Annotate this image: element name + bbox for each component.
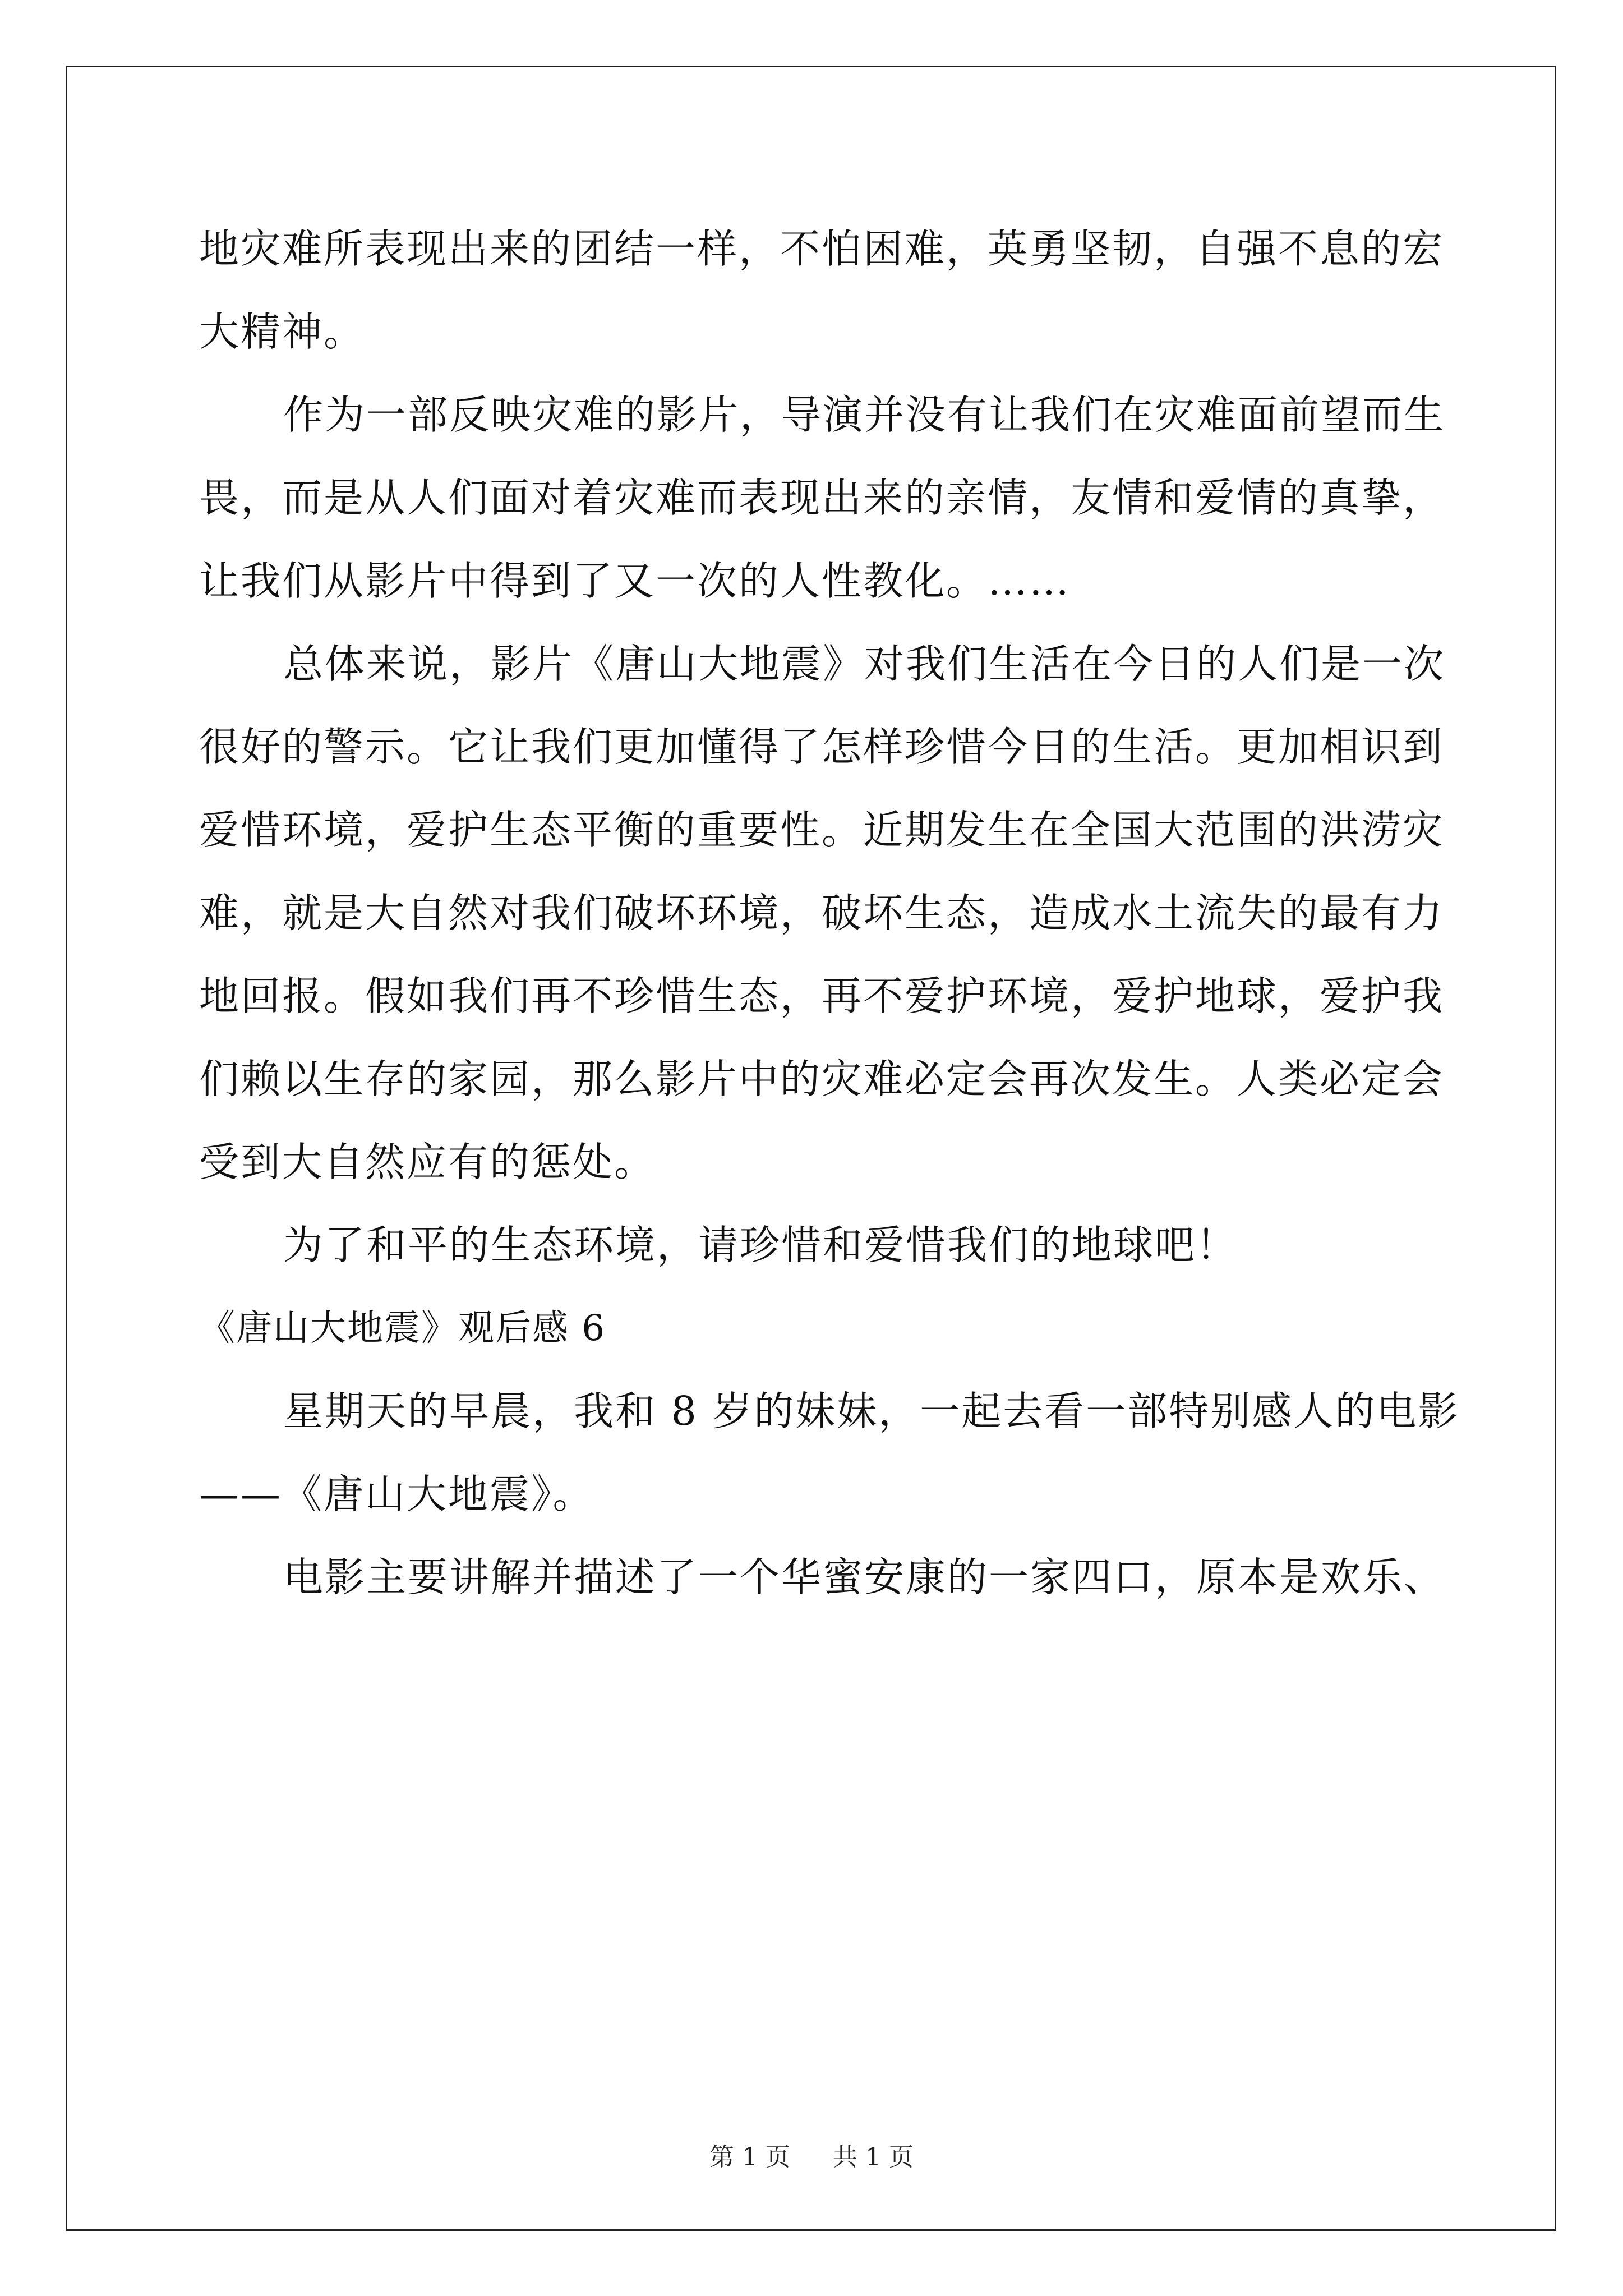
text-line: 爱惜环境，爱护生态平衡的重要性。近期发生在全国大范围的洪涝灾 xyxy=(199,807,1445,853)
text-line: 让我们从影片中得到了又一次的人性教化。…… xyxy=(199,558,1071,604)
paragraph-start: 电影主要讲解并描述了一个华蜜安康的一家四口，原本是欢乐、 xyxy=(283,1554,1446,1600)
document-body xyxy=(199,208,1460,1619)
text-line: 地灾难所表现出来的团结一样，不怕困难，英勇坚韧，自强不息的宏 xyxy=(199,226,1445,272)
paragraph-start: 作为一部反映灾难的影片，导演并没有让我们在灾难面前望而生 xyxy=(283,392,1446,438)
section-title: 《唐山大地震》观后感 6 xyxy=(199,1308,606,1349)
paragraph-start: 总体来说，影片《唐山大地震》对我们生活在今日的人们是一次 xyxy=(283,641,1446,687)
paragraph-start: 为了和平的生态环境，请珍惜和爱惜我们的地球吧！ xyxy=(283,1222,1238,1268)
text-line: ——《唐山大地震》。 xyxy=(199,1471,594,1517)
text-line: 很好的警示。它让我们更加懂得了怎样珍惜今日的生活。更加相识到 xyxy=(199,724,1445,770)
text-line: 畏，而是从人们面对着灾难而表现出来的亲情，友情和爱情的真挚， xyxy=(199,475,1445,521)
page-number: 第 1 页 xyxy=(709,2143,790,2171)
page-footer xyxy=(0,2141,1623,2174)
text-line: 们赖以生存的家园，那么影片中的灾难必定会再次发生。人类必定会 xyxy=(199,1056,1445,1102)
text-line: 大精神。 xyxy=(199,309,366,355)
page-count: 共 1 页 xyxy=(833,2143,914,2171)
paragraph-start: 星期天的早晨，我和 8 岁的妹妹，一起去看一部特别感人的电影 xyxy=(283,1388,1460,1434)
text-line: 难，就是大自然对我们破坏环境，破坏生态，造成水土流失的最有力 xyxy=(199,890,1445,936)
text-line: 受到大自然应有的惩处。 xyxy=(199,1139,656,1185)
text-line: 地回报。假如我们再不珍惜生态，再不爱护环境，爱护地球，爱护我 xyxy=(199,973,1445,1019)
